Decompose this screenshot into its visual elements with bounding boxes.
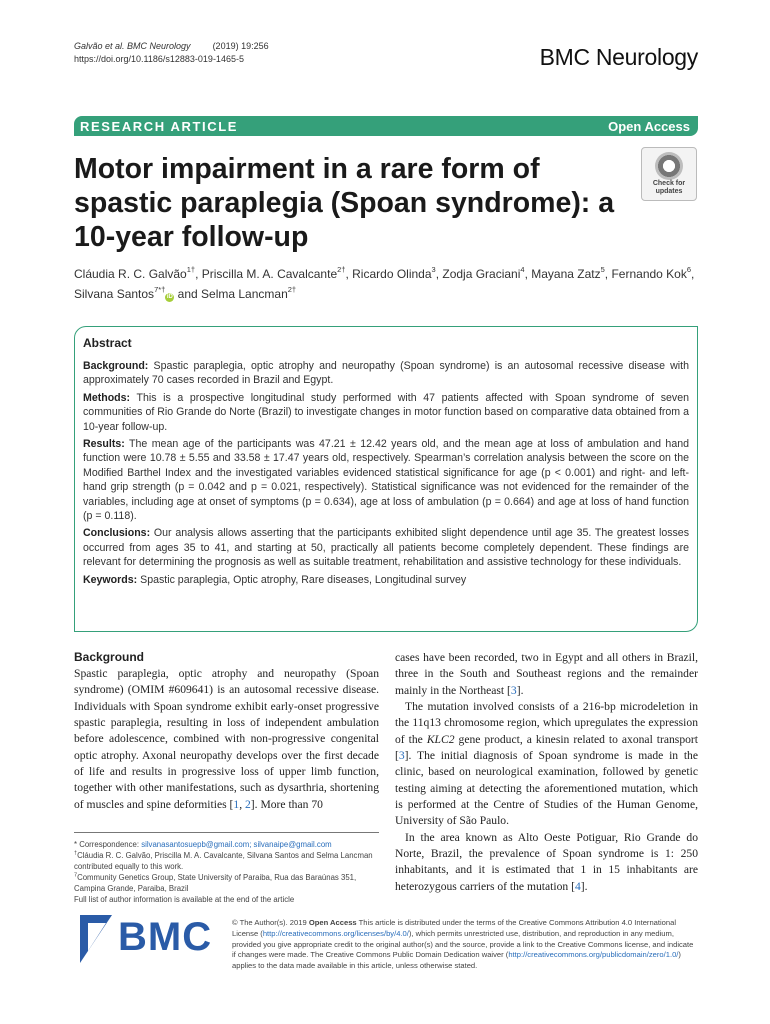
abstract-results: Results: The mean age of the participants was 47.21 ± 12.42 years old, and the mean age at loss of ambulation and hand function were 10.78 ± 5.55 and 33.58 ± 17.47 years old, respectively. Spearman’s correlation analysis between the score on the Modified Barthel Index and the investigated variables evidenced statistical significance for age (p < 0.001) and right- and left-hand grip strength (p = 0.042 and p = 0.021, respectively). Statistical significance was not evidenced for the remainder of the variables, including age at onset of symptoms (p = 0.634), age at loss of ambulation (p = 0.664) and age at loss of hand function (p = 0.118).	[83, 438, 689, 523]
correspondence: * Correspondence: silvanasantosuepb@gmail.com; silvanaipe@gmail.com	[74, 840, 332, 849]
journal-name: BMC Neurology	[539, 44, 698, 70]
abstract-keywords: Keywords: Spastic paraplegia, Optic atrophy, Rare diseases, Longitudinal survey	[83, 573, 467, 586]
author: Ricardo Olinda	[352, 267, 432, 281]
body-paragraph: The mutation involved consists of a 216-bp microdeletion in the 11q13 chromosome region, which upregulates the expression of the KLC2 gene product, a kinesin related to axonal transport [3]. The initial diagnosis of Spoan syndrome is made in the clinic, based on neurological examination, followed by genetic testing aiming at detecting the aforementioned mutation, which is performed at the Centre of Studies of the Human Genome, University of São Paulo.	[395, 700, 698, 828]
author-affil: 7*†	[154, 285, 166, 294]
author-affil: 5	[600, 265, 605, 274]
reference-link[interactable]: 3	[398, 749, 405, 763]
correspondence-email[interactable]: silvanasantosuepb@gmail.com; silvanaipe@gmail.com	[141, 840, 332, 849]
author: Priscilla M. A. Cavalcante	[201, 267, 338, 281]
author: Mayana Zatz	[531, 267, 601, 281]
author-affil: 3	[431, 265, 436, 274]
author-affil: 4	[520, 265, 525, 274]
license-link[interactable]: http://creativecommons.org/licenses/by/4.0/	[262, 928, 409, 938]
author-affil: 2†	[337, 265, 346, 274]
orcid-icon[interactable]: iD	[166, 294, 173, 300]
section-heading: Background	[74, 650, 145, 664]
reference-link[interactable]: 2	[244, 797, 251, 811]
author-list: Cláudia R. C. Galvão$^{1\dagger}$, Priscilla M. A. Cavalcante$^{2\dagger}$, Ricardo Olinda$^3$, Zodja Graciani$^4$, Mayana Zatz$^5$, Fernando Kok$^6$, Silvana Santos$^{7*\dagger}$iD and Selma Lancman$^{2\dagger}$	[74, 265, 695, 301]
author: Silvana Santos	[74, 287, 155, 301]
citation-header	[74, 40, 269, 66]
author: Zodja Graciani	[442, 267, 521, 281]
affiliation-note: $^7$Community Genetics Group, State University of Paraiba, Rua das Baraúnas 351, Campina Grande, Paraiba, Brazil	[74, 872, 357, 893]
check-for-updates-badge[interactable]	[641, 147, 697, 201]
author-affil: 2†	[287, 285, 297, 294]
check-updates-line1: Check for	[652, 180, 686, 187]
check-updates-line2: updates	[655, 188, 683, 195]
abstract-box	[74, 326, 698, 632]
bmc-logo-text: BMC	[118, 915, 213, 959]
article-title: Motor impairment in a rare form of spastic paraplegia (Spoan syndrome): a 10-year follow-up	[74, 153, 615, 253]
article-type-banner	[74, 116, 698, 136]
author-info-note: Full list of author information is available at the end of the article	[74, 895, 295, 904]
bmc-logo	[80, 915, 213, 965]
year-volume: (2019) 19:256	[212, 41, 269, 51]
open-access-label: Open Access	[608, 119, 690, 134]
footnotes	[74, 832, 379, 905]
abstract-heading: Abstract	[83, 336, 132, 350]
public-domain-link[interactable]: http://creativecommons.org/publicdomain/zero/1.0/	[508, 950, 679, 960]
article-type-label: RESEARCH ARTICLE	[80, 119, 239, 134]
reference-link[interactable]: 3	[510, 683, 517, 697]
author-affil: 6	[686, 265, 692, 274]
body-paragraph: Spastic paraplegia, optic atrophy and neuropathy (Spoan syndrome) (OMIM #609641) is an autosomal recessive disease. Individuals with Spoan syndrome exhibit early-onset progressive spastic paraplegia, resulting in loss of independent ambulation before adolescence, combined with non-progressive congenital optic atrophy. Axonal neuropathy develops over the first decade of life and results in progressive loss of upper limb function, together with other manifestations, such as dysarthria, shortening of muscles and spine deformities [1, 2]. More than 70	[74, 667, 379, 811]
author-affil: 1†	[186, 265, 196, 274]
author: and Selma Lancman	[177, 287, 288, 301]
body-paragraph: cases have been recorded, two in Egypt and all others in Brazil, three in the South and Southeast regions and the remainder mainly in the Northeast [3].	[395, 651, 698, 697]
license-statement: © The Author(s). 2019 Open Access This article is distributed under the terms of the Creative Commons Attribution 4.0 International License (http://creativecommons.org/licenses/by/4.0/), which permits unrestricted use, distribution, and reproduction in any medium, provided you give appropriate credit to the original author(s) and the source, provide a link to the Creative Commons license, and indicate if changes were made. The Creative Commons Public Domain Dedication waiver (http://creativecommons.org/publicdomain/zero/1.0/) applies to the data made available in this article, unless otherwise stated.	[232, 918, 694, 971]
equal-contribution-note: †Cláudia R. C. Galvão, Priscilla M. A. Cavalcante, Silvana Santos and Selma Lancman contributed equally to this work.	[74, 850, 373, 871]
reference-link[interactable]: 4	[574, 879, 581, 893]
body-column-left	[74, 650, 379, 813]
abstract-conclusions: Conclusions: Our analysis allows asserting that the participants exhibited slight dependence until age 35. The greatest losses occurred from ages 35 to 41, and starting at 50, practically all patients become completely dependent. These findings are relevant for determining the prognosis as well as suitable treatment, rehabilitation and assistive technology for these individuals.	[83, 527, 689, 569]
abstract-background: Background: Spastic paraplegia, optic atrophy and neuropathy (Spoan syndrome) is an autosomal recessive disease with approximately 70 cases recorded in Brazil and Egypt.	[83, 360, 689, 387]
citation: Galvão et al. BMC Neurology	[74, 41, 191, 51]
author: Fernando Kok	[611, 267, 687, 281]
abstract-methods: Methods: This is a prospective longitudinal study performed with 47 patients affected with Spoan syndrome of seven communities of Rio Grande do Norte (Brazil) to investigate changes in motor function based on comparative data obtained from a 10-year follow-up.	[83, 391, 689, 433]
body-column-right	[395, 650, 698, 895]
check-updates-icon	[655, 152, 683, 180]
author: Cláudia R. C. Galvão	[74, 267, 187, 281]
doi-link[interactable]: https://doi.org/10.1186/s12883-019-1465-5	[74, 54, 244, 64]
reference-link[interactable]: 1	[233, 797, 240, 811]
body-paragraph: In the area known as Alto Oeste Potiguar, Rio Grande do Norte, Brazil, the prevalence of Spoan syndrome is 1: 250 inhabitants, and it is estimated that 1 in 15 inhabitants are heterozygous carriers of the mutation [4].	[395, 830, 698, 893]
